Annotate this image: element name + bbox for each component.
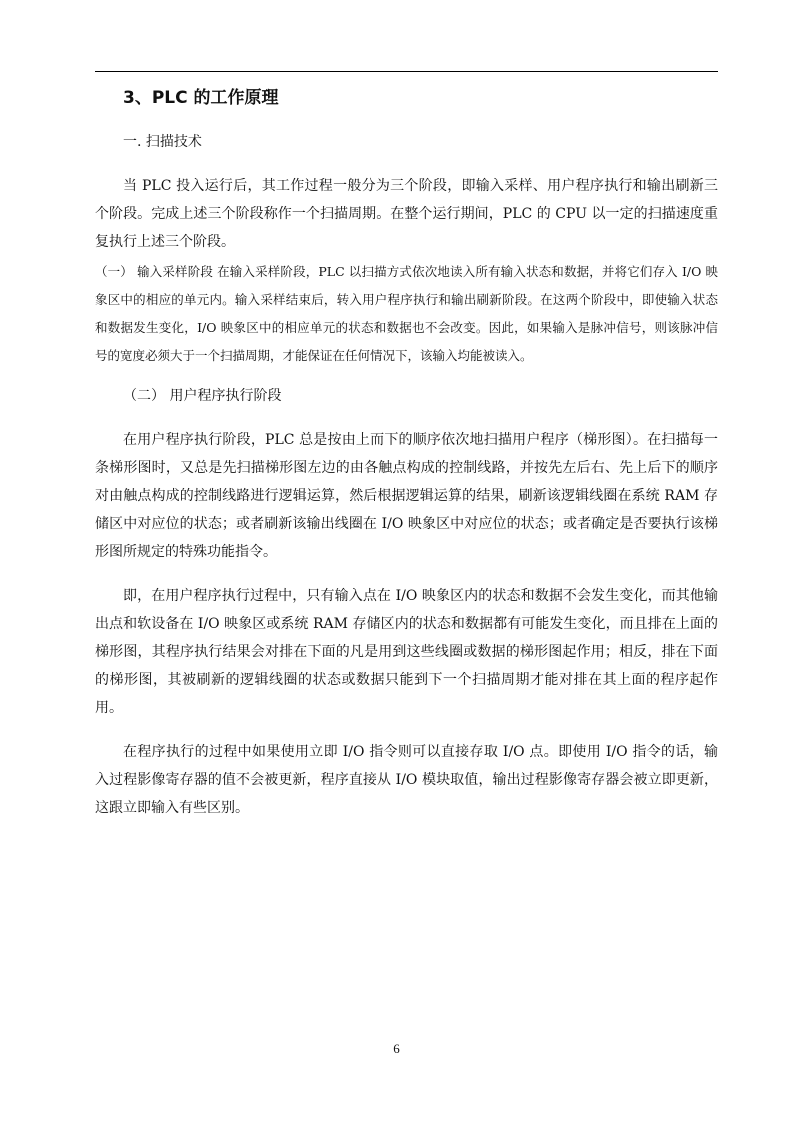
page-title: 3、PLC 的工作原理 xyxy=(123,88,279,108)
paragraph-io-image-behavior: 即，在用户程序执行过程中，只有输入点在 I/O 映象区内的状态和数据不会发生变化，而其他输出点和软设备在 I/O 映象区或系统 RAM 存储区内的状态和数据都有可能发生变化，而且排在上面的梯形图，其程序执行结果会对排在下面的凡是用到这些线圈或数据的梯形图起作用；相反，排在下面的梯形图，其被刷新的逻辑线圈的状态或数据只能到下一个扫描周期才能对排在其上面的程序起作用。 xyxy=(95,588,718,716)
section-heading-program-execution: （二） 用户程序执行阶段 xyxy=(123,388,282,404)
page-number: 6 xyxy=(393,1041,400,1056)
page-content xyxy=(95,82,718,822)
paragraph-program-execution: 在用户程序执行阶段，PLC 总是按由上而下的顺序依次地扫描用户程序（梯形图）。在扫描每一条梯形图时，又总是先扫描梯形图左边的由各触点构成的控制线路，并按先左后右、先上后下的顺序对由触点构成的控制线路进行逻辑运算，然后根据逻辑运算的结果，刷新该逻辑线圈在系统 RAM 存储区中对应位的状态；或者刷新该输出线圈在 I/O 映象区中对应位的状态；或者确定是否要执行该梯形图所规定的特殊功能指令。 xyxy=(95,432,718,560)
paragraph-immediate-io: 在程序执行的过程中如果使用立即 I/O 指令则可以直接存取 I/O 点。即使用 I/O 指令的话，输入过程影像寄存器的值不会被更新，程序直接从 I/O 模块取值，输出过程影像寄存器会被立即更新，这跟立即输入有些区别。 xyxy=(95,744,718,816)
section-heading-scan-technique: 一. 扫描技术 xyxy=(123,134,202,150)
header-rule xyxy=(95,71,718,72)
paragraph-input-sampling: （一） 输入采样阶段 在输入采样阶段，PLC 以扫描方式依次地读入所有输入状态和数据，并将它们存入 I/O 映象区中的相应的单元内。输入采样结束后，转入用户程序执行和输出刷新阶段。在这两个阶段中，即使输入状态和数据发生变化，I/O 映象区中的相应单元的状态和数据也不会改变。因此，如果输入是脉冲信号，则该脉冲信号的宽度必须大于一个扫描周期，才能保证在任何情况下，该输入均能被读入。 xyxy=(95,264,718,363)
paragraph-scan-overview: 当 PLC 投入运行后，其工作过程一般分为三个阶段，即输入采样、用户程序执行和输出刷新三个阶段。完成上述三个阶段称作一个扫描周期。在整个运行期间，PLC 的 CPU 以一定的扫描速度重复执行上述三个阶段。 xyxy=(95,178,718,250)
